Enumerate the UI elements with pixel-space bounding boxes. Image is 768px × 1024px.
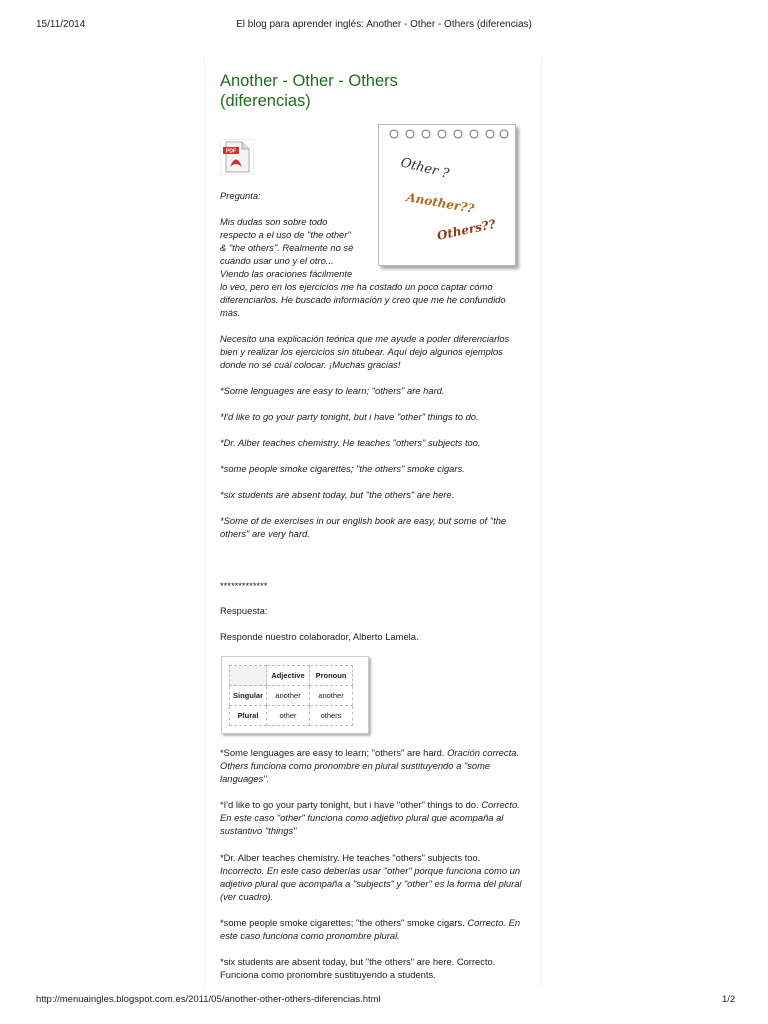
answer-explanation: Oración correcta. Others funciona como pronombre en plural sustituyendo a "some languages". — [220, 747, 520, 784]
pdf-icon[interactable] — [220, 139, 254, 175]
answer-explanation: Correcto. En este caso funciona como pronombre plural. — [220, 917, 521, 941]
question-line: Viendo las oraciones fácilmente — [220, 268, 353, 279]
print-date: 15/11/2014 — [36, 19, 86, 30]
post-title-line1: Another - Other - Others — [220, 72, 398, 90]
grammar-table — [229, 665, 353, 726]
note-text-another: Another?? — [405, 190, 476, 216]
table-col-header: Adjective — [267, 666, 310, 686]
example-5: *six students are absent today, but "the others" are here. — [220, 489, 455, 500]
answer-example: *six students are absent today, but "the others" are here. Correcto. Funciona como pronombre sustituyendo a students. — [220, 956, 496, 980]
post-title-line2: (diferencias) — [220, 92, 311, 110]
table-row — [230, 706, 353, 726]
example-2: *I'd like to go your party tonight, but i have "other" things to do. — [220, 411, 479, 422]
question-paragraph-2: Necesito una explicación teórica que me ayude a poder diferenciarlos bien y realizar los ejercicios sin titubear. Aquí dejo algunos ejemplos donde no sé cuál colocar. ¡Muchas gracias! — [220, 333, 510, 370]
question-line: Mis dudas son sobre todo — [220, 216, 328, 227]
table-cell: another — [267, 686, 310, 706]
print-url: http://menuaingles.blogspot.com.es/2011/05/another-other-others-diferencias.html — [36, 994, 381, 1005]
example-3: *Dr. Alber teaches chemistry. He teaches "others" subjects too. — [220, 437, 481, 448]
answer-explanation: Incorrecto. En este caso deberías usar "other" porque funciona como un adjetivo plural que acompaña a "subjects" y "other" es la forma del plural (ver cuadro). — [220, 865, 522, 902]
note-text-others: Others?? — [435, 216, 497, 243]
question-intro — [220, 215, 370, 280]
table-cell: other — [267, 706, 310, 726]
table-cell: others — [310, 706, 353, 726]
table-row-header: Plural — [230, 706, 267, 726]
note-text-other: Other ? — [399, 155, 451, 182]
answer-explanation: Correcto. En este caso "other" funciona como adjetivo plural que acompaña al sustantivo "things" — [220, 799, 520, 836]
answer-example: *Some lenguages are easy to learn; "others" are hard. — [220, 747, 448, 758]
svg-text:PDF: PDF — [226, 148, 236, 155]
answer-1 — [220, 746, 524, 785]
separator: ************* — [220, 580, 268, 591]
respuesta-label: Respuesta: — [220, 605, 268, 616]
example-1: *Some lenguages are easy to learn; "others" are hard. — [220, 385, 445, 396]
answer-2 — [220, 798, 524, 837]
table-row-header: Singular — [230, 686, 267, 706]
example-4: *some people smoke cigarettes; "the others" smoke cigars. — [220, 463, 465, 474]
print-page-title: El blog para aprender inglés: Another - Other - Others (diferencias) — [236, 19, 532, 30]
table-col-header: Pronoun — [310, 666, 353, 686]
table-corner — [230, 666, 267, 686]
question-line: respecto a el uso de "the other" — [220, 229, 351, 240]
question-line: cuándo usar uno y el otro... — [220, 255, 334, 266]
grammar-table-image — [221, 656, 369, 734]
answer-example: *some people smoke cigarettes; "the others" smoke cigars. — [220, 917, 468, 928]
table-row — [230, 686, 353, 706]
answer-5 — [220, 955, 524, 981]
table-cell: another — [310, 686, 353, 706]
question-continued: lo veo, pero en los ejercicios me ha costado un poco captar cómo diferenciarlos. He buscado información y creo que me he confundido más. — [220, 281, 506, 318]
page-number: 1/2 — [722, 994, 736, 1005]
responde-line: Responde nuestro colaborador, Alberto Lamela. — [220, 631, 419, 642]
answer-3 — [220, 851, 524, 903]
pregunta-label: Pregunta: — [220, 190, 261, 201]
post-title[interactable] — [220, 71, 440, 111]
spiral-rings — [378, 124, 520, 270]
question-line: & "the others". Realmente no sé — [220, 242, 354, 253]
answer-example: *I'd like to go your party tonight, but i have "other" things to do. — [220, 799, 482, 810]
answer-4 — [220, 916, 524, 942]
answer-example: *Dr. Alber teaches chemistry. He teaches "others" subjects too. — [220, 852, 481, 863]
example-6: *Some of de exercises in our english book are easy, but some of "the others" are very hard. — [220, 515, 507, 539]
note-image — [378, 124, 520, 270]
